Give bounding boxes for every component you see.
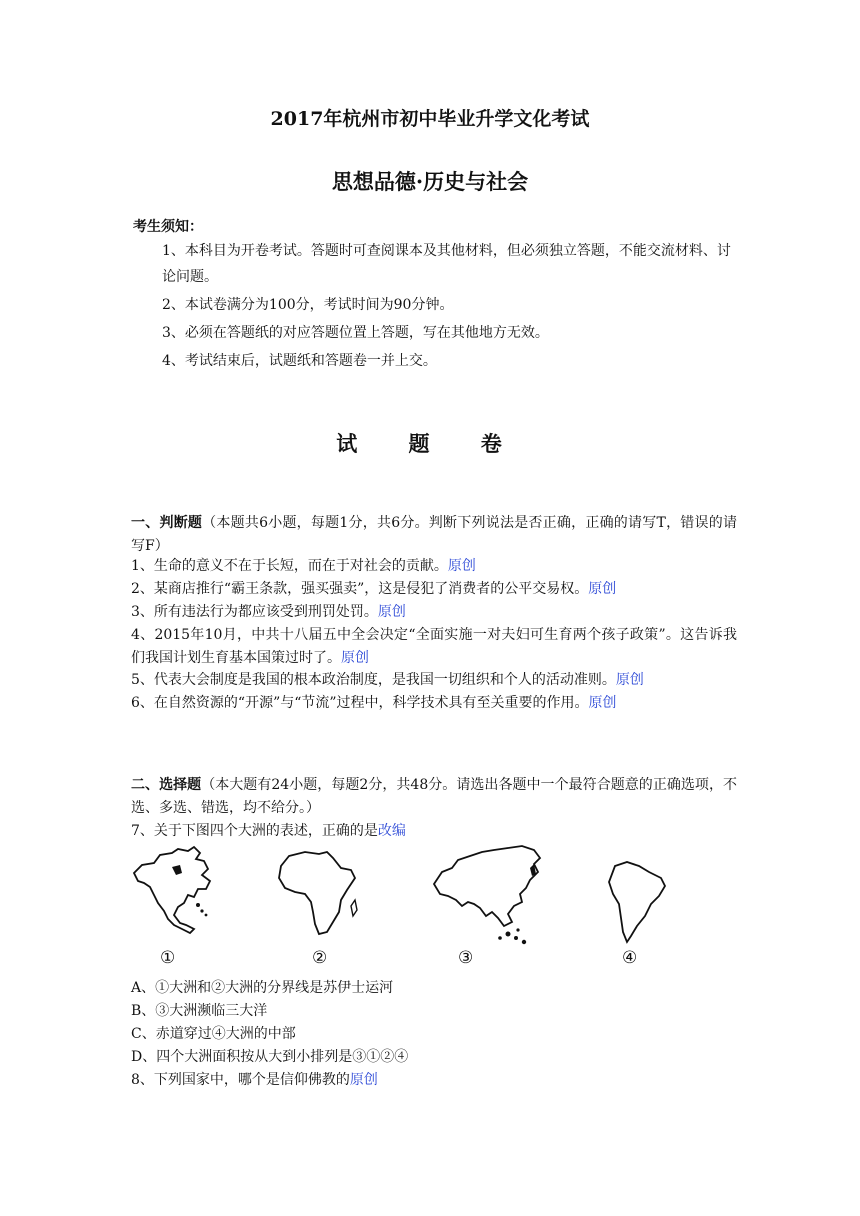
- question-item: [131, 601, 737, 624]
- notice-item: 1、本科目为开卷考试。答题时可查阅课本及其他材料，但必须独立答题，不能交流材料、讨论问题。: [162, 243, 731, 285]
- notice-heading: 考生须知：: [133, 219, 203, 235]
- question-item: [131, 578, 737, 601]
- north-america-map-icon: [128, 845, 218, 940]
- question-7: [131, 820, 737, 843]
- section1-header: [131, 512, 737, 558]
- paper-title: 试 题 卷: [336, 431, 524, 456]
- map-label-4: ④: [622, 948, 638, 968]
- notice-item: 3、必须在答题纸的对应答题位置上答题，写在其他地方无效。: [162, 325, 549, 341]
- source-tag: 原创: [588, 581, 617, 597]
- source-tag: 原创: [588, 695, 617, 711]
- africa-map-icon: [275, 848, 365, 938]
- option-a: A、①大洲和②大洲的分界线是苏伊士运河: [131, 980, 394, 996]
- source-tag: 原创: [377, 604, 406, 620]
- option-d: D、四个大洲面积按从大到小排列是③①②④: [131, 1049, 409, 1065]
- asia-map-icon: [428, 842, 546, 952]
- question-item: [131, 669, 737, 692]
- section2-header: [131, 774, 737, 820]
- question-text: 5、代表大会制度是我国的根本政治制度，是我国一切组织和个人的活动准则。: [131, 672, 616, 688]
- option-b: B、③大洲濒临三大洋: [131, 1003, 268, 1019]
- source-tag: 改编: [377, 823, 406, 839]
- source-tag: 原创: [341, 650, 369, 666]
- map-label-2: ②: [312, 948, 328, 968]
- section2-desc: （本大题有24小题，每题2分，共48分。请选出各题中一个最符合题意的正确选项，不选、多选、错选，均不给分。）: [131, 777, 738, 816]
- question-item: [131, 624, 737, 670]
- exam-title: 2017年杭州市初中毕业升学文化考试: [270, 108, 590, 130]
- exam-subject: 思想品德·历史与社会: [331, 169, 529, 194]
- option-c: C、赤道穿过④大洲的中部: [131, 1026, 296, 1042]
- question-8: [131, 1069, 737, 1092]
- map-label-3: ③: [458, 948, 474, 968]
- notice-item: 4、考试结束后，试题纸和答题卷一并上交。: [162, 353, 437, 369]
- question-text: 3、所有违法行为都应该受到刑罚处罚。: [131, 604, 378, 620]
- question-item: [131, 555, 737, 578]
- question-item: [131, 692, 737, 715]
- source-tag: 原创: [447, 558, 476, 574]
- question-text: 2、某商店推行“霸王条款，强买强卖”，这是侵犯了消费者的公平交易权。: [131, 581, 589, 597]
- question-text: 8、下列国家中，哪个是信仰佛教的: [131, 1072, 350, 1088]
- question-text: 1、生命的意义不在于长短，而在于对社会的贡献。: [131, 558, 448, 574]
- source-tag: 原创: [349, 1072, 378, 1088]
- question-text: 7、关于下图四个大洲的表述，正确的是: [131, 823, 378, 839]
- question-text: 4、2015年10月，中共十八届五中全会决定“全面实施一对夫妇可生育两个孩子政策”。这告诉我们我国计划生育基本国策过时了。: [131, 627, 737, 666]
- south-america-map-icon: [605, 860, 670, 945]
- question-text: 6、在自然资源的“开源”与“节流”过程中，科学技术具有至关重要的作用。: [131, 695, 589, 711]
- source-tag: 原创: [615, 672, 644, 688]
- section2-heading: 二、选择题: [131, 777, 202, 793]
- section1-desc: （本题共6小题，每题1分，共6分。判断下列说法是否正确，正确的请写T，错误的请写F）: [131, 515, 737, 554]
- map-label-1: ①: [160, 948, 176, 968]
- notice-item: 2、本试卷满分为100分，考试时间为90分钟。: [162, 297, 454, 313]
- section1-heading: 一、判断题: [131, 515, 203, 531]
